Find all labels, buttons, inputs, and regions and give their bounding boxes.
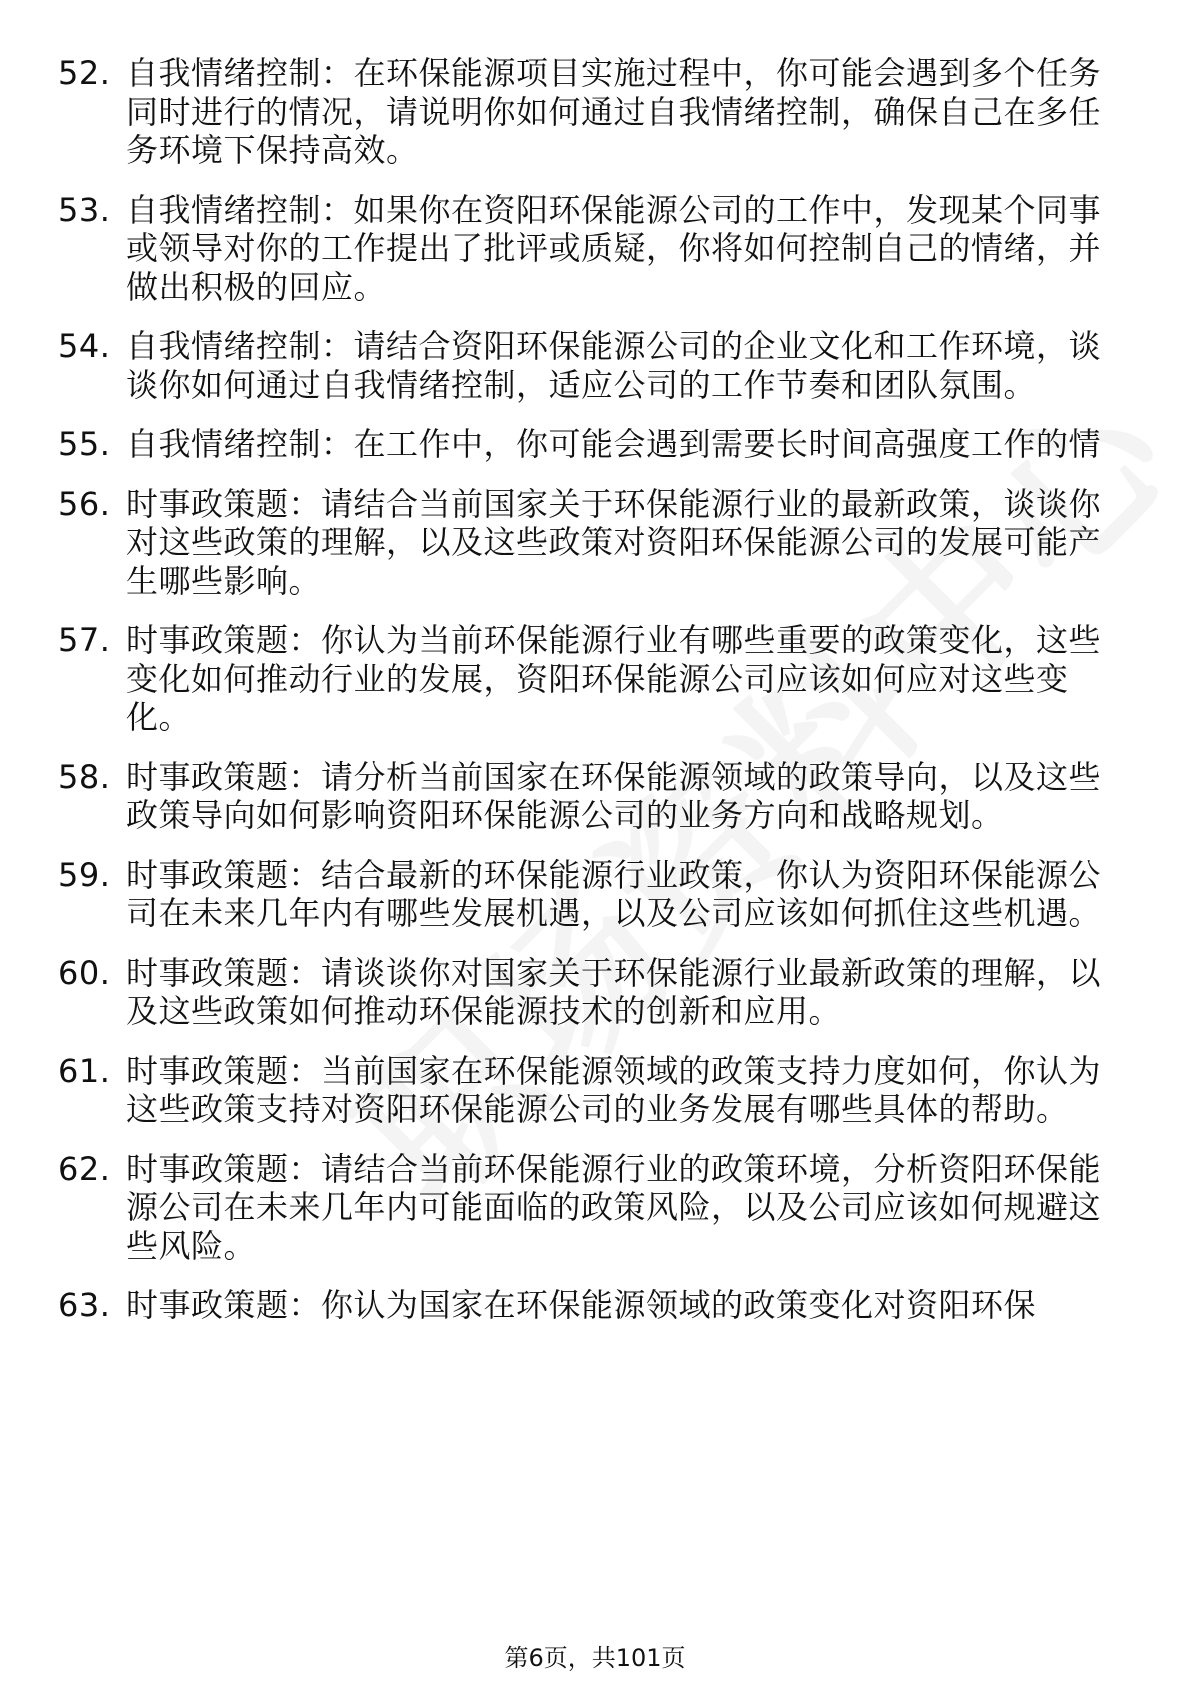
question-text: 自我情绪控制：请结合资阳环保能源公司的企业文化和工作环境，谈谈你如何通过自我情绪控制，适应公司的工作节奏和团队氛围。	[126, 327, 1102, 404]
list-item	[58, 425, 1118, 464]
question-text: 自我情绪控制：在环保能源项目实施过程中，你可能会遇到多个任务同时进行的情况，请说明你如何通过自我情绪控制，确保自己在多任务环境下保持高效。	[126, 54, 1102, 169]
question-text: 时事政策题：你认为当前环保能源行业有哪些重要的政策变化，这些变化如何推动行业的发展，资阳环保能源公司应该如何应对这些变化。	[126, 621, 1102, 736]
question-number: 57.	[58, 621, 111, 659]
question-number: 56.	[58, 484, 111, 523]
question-number: 58.	[58, 757, 111, 796]
question-text: 时事政策题：请谈谈你对国家关于环保能源行业最新政策的理解，以及这些政策如何推动环保能源技术的创新和应用。	[126, 953, 1102, 1030]
question-text: 时事政策题：请分析当前国家在环保能源领域的政策导向，以及这些政策导向如何影响资阳环保能源公司的业务方向和战略规划。	[126, 757, 1102, 834]
list-item	[58, 54, 1118, 170]
list-item	[58, 621, 1118, 737]
list-item	[58, 485, 1118, 601]
list-item	[58, 856, 1118, 933]
question-number: 54.	[58, 327, 111, 365]
question-number: 59.	[58, 855, 111, 894]
question-number: 52.	[58, 54, 111, 92]
question-text: 时事政策题：当前国家在环保能源领域的政策支持力度如何，你认为这些政策支持对资阳环保能源公司的业务发展有哪些具体的帮助。	[126, 1051, 1102, 1128]
question-number: 61.	[58, 1051, 111, 1090]
question-number: 55.	[58, 425, 111, 463]
list-item	[58, 327, 1118, 404]
question-text: 自我情绪控制：如果你在资阳环保能源公司的工作中，发现某个同事或领导对你的工作提出了批评或质疑，你将如何控制自己的情绪，并做出积极的回应。	[126, 190, 1102, 306]
question-list	[58, 54, 1118, 1346]
question-number: 53.	[58, 190, 111, 229]
question-text: 时事政策题：你认为国家在环保能源领域的政策变化对资阳环保	[126, 1286, 1037, 1324]
page-footer: 第6页，共101页	[504, 1644, 686, 1672]
list-item	[58, 191, 1118, 307]
list-item	[58, 1052, 1118, 1129]
question-number: 63.	[58, 1286, 111, 1324]
question-text: 自我情绪控制：在工作中，你可能会遇到需要长时间高强度工作的情	[126, 425, 1102, 463]
question-text: 时事政策题：请结合当前环保能源行业的政策环境，分析资阳环保能源公司在未来几年内可能面临的政策风险，以及公司应该如何规避这些风险。	[126, 1149, 1102, 1265]
list-item	[58, 954, 1118, 1031]
list-item	[58, 758, 1118, 835]
question-text: 时事政策题：结合最新的环保能源行业政策，你认为资阳环保能源公司在未来几年内有哪些发展机遇，以及公司应该如何抓住这些机遇。	[126, 855, 1102, 932]
question-number: 60.	[58, 953, 111, 992]
question-text: 时事政策题：请结合当前国家关于环保能源行业的最新政策，谈谈你对这些政策的理解，以及这些政策对资阳环保能源公司的发展可能产生哪些影响。	[126, 484, 1102, 600]
list-item	[58, 1286, 1118, 1325]
question-number: 62.	[58, 1149, 111, 1188]
list-item	[58, 1150, 1118, 1266]
